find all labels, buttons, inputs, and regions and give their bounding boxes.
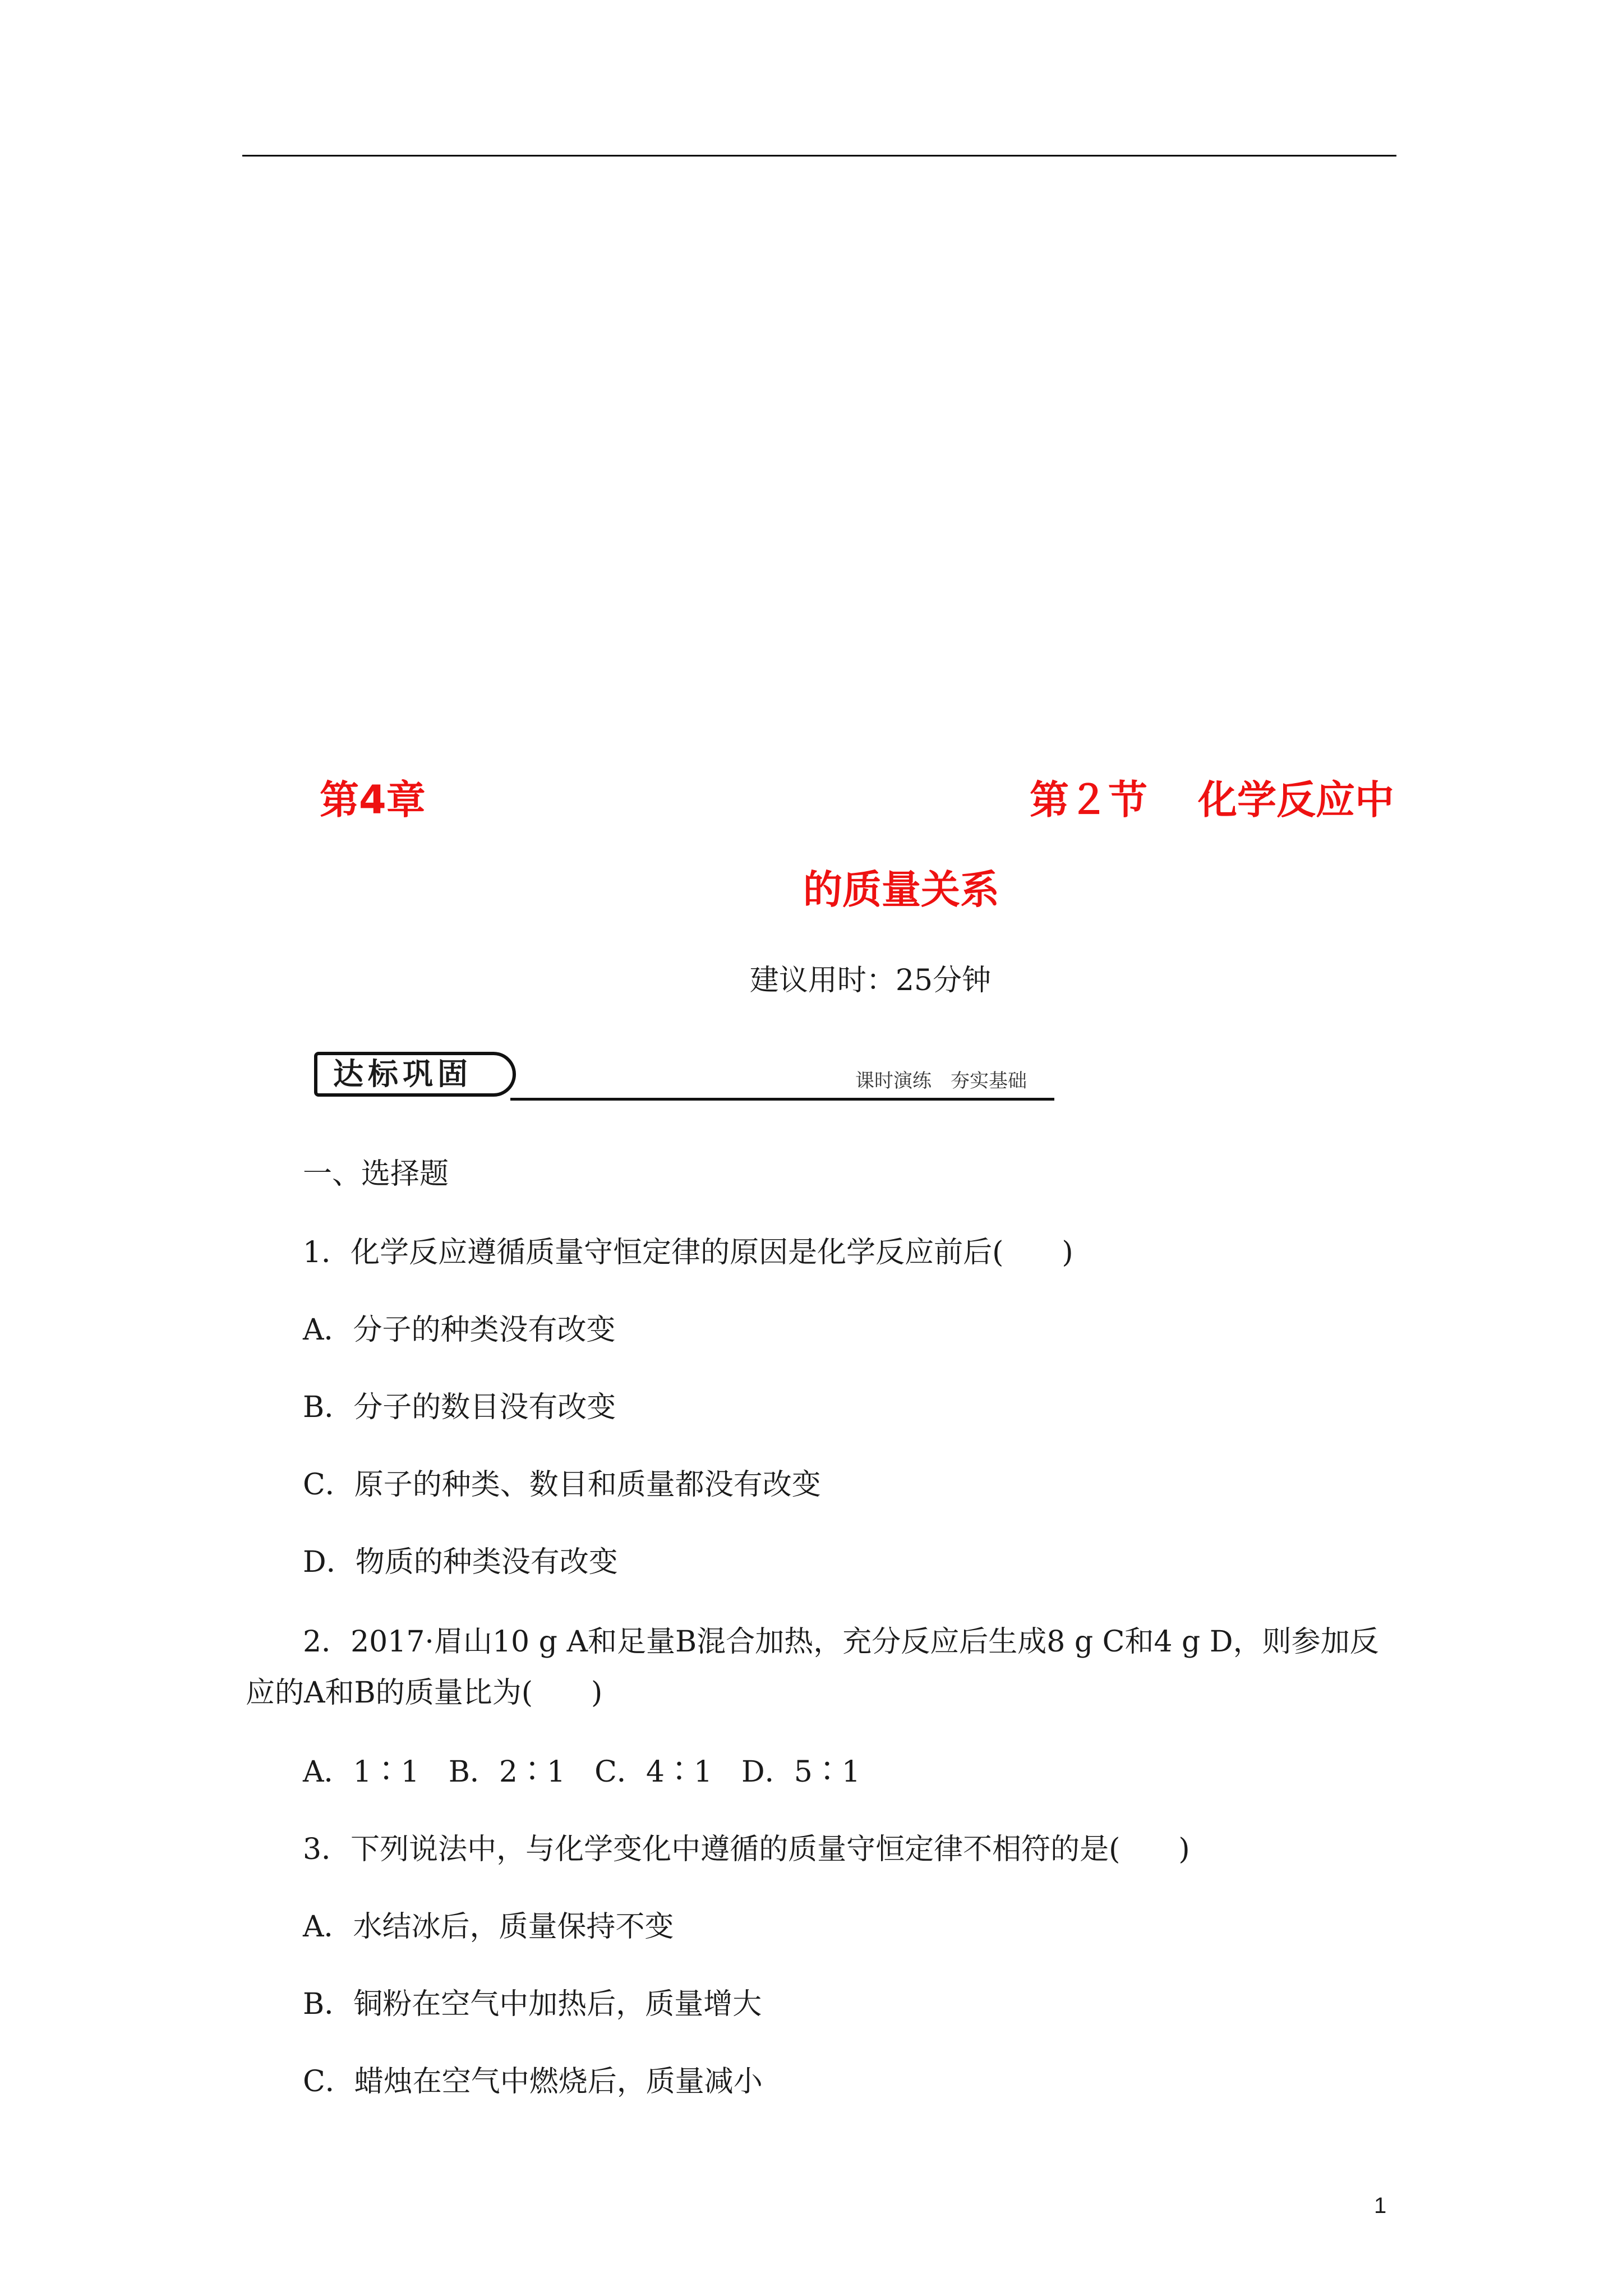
section-title-part2: 的质量关系 — [803, 867, 999, 913]
section-title-part1: 化学反应中 — [1198, 777, 1394, 823]
question-1-option-b: B．分子的数目没有改变 — [303, 1391, 616, 1424]
question-1-option-c: C．原子的种类、数目和质量都没有改变 — [303, 1468, 821, 1502]
section-number: 第２节 — [1030, 777, 1147, 823]
banner-label: 达标巩固 — [314, 1052, 516, 1097]
question-2-stem-line1: 2．2017·眉山10 g A和足量B混合加热，充分反应后生成8 g C和4 g D，则参加反 — [303, 1625, 1379, 1659]
question-1-stem: 1．化学反应遵循质量守恒定律的原因是化学反应前后( ) — [303, 1236, 1073, 1269]
suggested-time: 建议用时：25分钟 — [749, 964, 992, 997]
page-number: 1 — [1374, 2193, 1387, 2218]
question-2-options: A．1∶1 B．2∶1 C．4∶1 D．5∶1 — [303, 1755, 860, 1789]
section-banner — [314, 1052, 1054, 1108]
header-rule — [242, 155, 1396, 157]
question-3-option-b: B．铜粉在空气中加热后，质量增大 — [303, 1987, 762, 2021]
banner-rule — [510, 1098, 1054, 1101]
question-1-option-a: A．分子的种类没有改变 — [303, 1313, 616, 1347]
question-1-option-d: D．物质的种类没有改变 — [303, 1545, 618, 1579]
exercise-heading: 一、选择题 — [303, 1157, 449, 1191]
question-3-option-a: A．水结冰后，质量保持不变 — [303, 1910, 674, 1944]
question-2-stem-line2: 应的A和B的质量比为( ) — [246, 1676, 603, 1710]
question-3-option-c: C．蜡烛在空气中燃烧后，质量减小 — [303, 2065, 763, 2099]
banner-subtitle: 课时演练 夯实基础 — [855, 1070, 1027, 1092]
section-heading — [1030, 769, 1394, 825]
lesson-title — [0, 769, 1623, 825]
question-3-stem: 3．下列说法中，与化学变化中遵循的质量守恒定律不相符的是( ) — [303, 1833, 1190, 1866]
chapter-label: 第4章 — [320, 777, 426, 823]
